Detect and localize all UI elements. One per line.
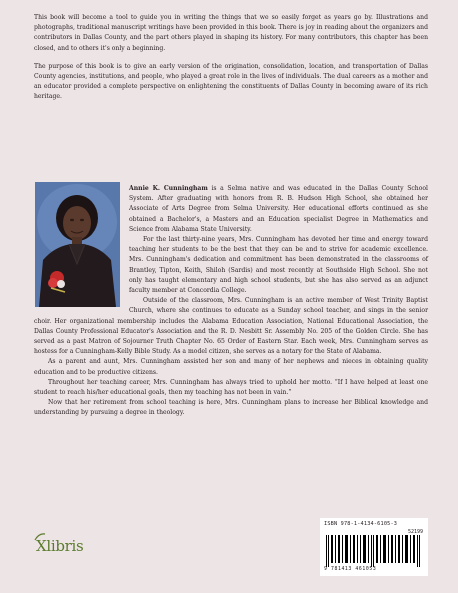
intro-text — [34, 13, 428, 103]
isbn-barcode — [320, 518, 428, 576]
barcode-bars — [326, 535, 422, 567]
bio-paragraph-5: Throughout her teaching career, Mrs. Cunningham has always tried to uphold her motto. “If I have helped at least one student to reach his/her educational goals, then my teaching has not been in vain.” — [34, 378, 428, 397]
publisher-logo: Xlibris — [36, 537, 84, 555]
author-bio — [34, 184, 428, 419]
author-name: Annie K. Cunningham — [129, 185, 208, 192]
intro-paragraph-2: The purpose of this book is to give an early version of the origination, consolidation, location, and transportation of Dallas County agencies, institutions, and people, who played a great role in the lives of individuals. The dual careers as a mother and an educator provided a complete perspective on enlightening the constituents of Dallas County in becoming aware of its rich heritage. — [34, 62, 428, 101]
bio-paragraph-1-text: is a Selma native and was educated in the Dallas County School System. After graduating with honors from R. B. Hudson High School, she obtained her Associate of Arts Degree from Selma University. Her educational efforts continued as she obtained a Bachelor's, a Masters and an Education specialist Degree in Mathematics and Science from Alabama State University. — [129, 185, 428, 233]
photo-space — [34, 184, 129, 314]
price-code: 52199 — [407, 529, 423, 535]
bio-paragraph-3: Outside of the classroom, Mrs. Cunningham is an active member of West Trinity Baptist Church, where she continues to educate as a Sunday school teacher, and sings in the senior choir. Her organizational membership includes the Alabama Education Association, National Educational Association, the Dallas County Professional Educator's Association and the R. D. Nesbitt Sr. Assembly No. 205 of the Golden Circle. She has served as a past Matron of Sojourner Truth Chapter No. 65 Order of Eastern Star. Each week, Mrs. Cunningham serves as hostess for a Cunningham-Kelly Bible Study. As a model citizen, she serves as a notary for the State of Alabama. — [34, 297, 428, 356]
bio-paragraph-2: For the last thirty-nine years, Mrs. Cunningham has devoted her time and energy toward teaching her students to be the best that they can be and to strive for academic excellence. Mrs. Cunningham's dedication and commitment has been demonstrated in the classrooms of Brantley, Tipton, Keith, Shiloh (Sardis) and most recently at Southside High School. She not only has taught elementary and high school students, but she has also served as an adjunct faculty member at Concordia College. — [129, 236, 428, 295]
bio-paragraph-4: As a parent and aunt, Mrs. Cunningham assisted her son and many of her nephews and nieces in obtaining quality education and to be productive citizens. — [34, 358, 428, 376]
bio-paragraph-6: Now that her retirement from school teaching is here, Mrs. Cunningham plans to increase her Biblical knowledge and understanding by pursuing a degree in theology. — [34, 399, 428, 417]
isbn-label: ISBN 978-1-4134-6105-3 — [324, 521, 398, 527]
barcode-digits: 9 781413 461053 — [324, 567, 377, 572]
intro-paragraph-1: This book will become a tool to guide you in writing the things that we so easily forget as years go by. Illustrations and photographs, traditional manuscript writings have been provided in this book. There is joy in reading about the organizers and contributors in Dallas County, and the part others played in shaping its history. For many contributors, this chapter has been closed, and to others it's only a beginning. — [34, 14, 428, 52]
